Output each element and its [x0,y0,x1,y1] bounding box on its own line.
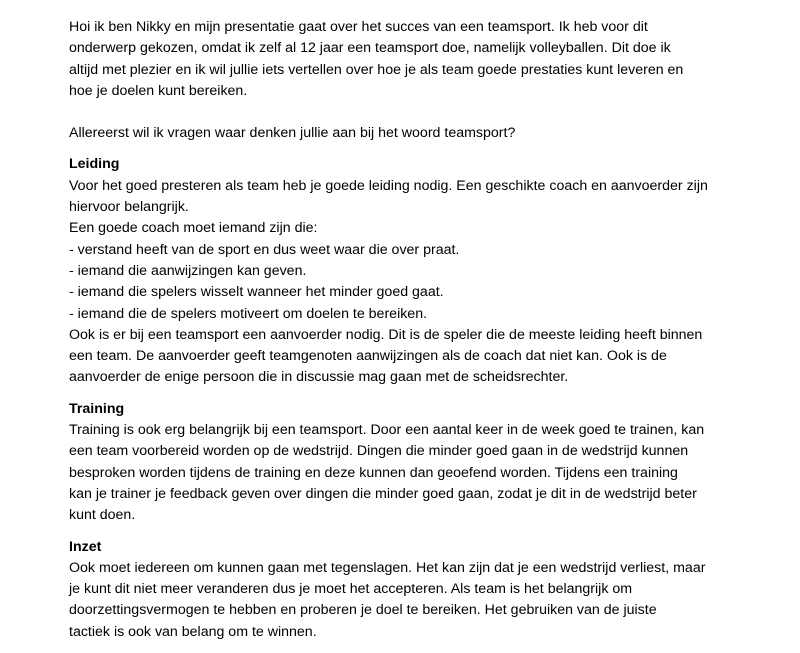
section-leiding [69,154,741,388]
text-line: Voor het goed presteren als team heb je goede leiding nodig. Een geschikte coach en aanvoerder zijn [69,177,708,194]
text-line: kan je trainer je feedback geven over dingen die minder goed gaan, zodat je dit in de wedstrijd beter [69,485,697,502]
text-line: Training is ook erg belangrijk bij een teamsport. Door een aantal keer in de week goed te trainen, kan [69,422,705,439]
text-line: een team. De aanvoerder geeft teamgenoten aanwijzingen als de coach dat niet kan. Ook is de [69,348,667,365]
text-line: je kunt dit niet meer veranderen dus je moet het accepteren. Als team is het belangrijk om [69,581,633,598]
intro-paragraph [69,17,741,102]
text-line: Ook is er bij een teamsport een aanvoerder nodig. Dit is de speler die de meeste leiding heeft binnen [69,326,703,343]
text-line: aanvoerder de enige persoon die in discussie mag gaan met de scheidsrechter. [69,369,569,386]
text-line: tactiek is ook van belang om te winnen. [69,623,317,640]
text-line: kunt doen. [69,507,136,524]
text-line: onderwerp gekozen, omdat ik zelf al 12 jaar een teamsport doe, namelijk volleyballen. Dit doe ik [69,40,671,57]
text-line: hiervoor belangrijk. [69,199,189,216]
text-line: doorzettingsvermogen te hebben en proberen je doel te bereiken. Het gebruiken van de juiste [69,602,657,619]
text-line: Ook moet iedereen om kunnen gaan met tegenslagen. Het kan zijn dat je een wedstrijd verliest, maar [69,559,706,576]
section-inzet [69,537,741,643]
document-body [69,17,741,643]
text-line: Een goede coach moet iemand zijn die: [69,220,318,237]
section-heading: Leiding [69,156,120,173]
text-line: een team voorbereid worden op de wedstrijd. Dingen die minder goed gaan in de wedstrijd kunnen [69,443,689,460]
text-line: besproken worden tijdens de training en deze kunnen dan geoefend worden. Tijdens een training [69,464,678,481]
question-paragraph: Allereerst wil ik vragen waar denken jullie aan bij het woord teamsport? [69,125,516,142]
list-item: - iemand die spelers wisselt wanneer het minder goed gaat. [69,284,444,301]
text-line: hoe je doelen kunt bereiken. [69,82,248,99]
section-heading: Training [69,400,125,417]
section-heading: Inzet [69,538,102,555]
text-line: altijd met plezier en ik wil jullie iets vertellen over hoe je als team goede prestaties kunt leveren en [69,61,684,78]
list-item: - verstand heeft van de sport en dus weet waar die over praat. [69,241,460,258]
section-training [69,399,741,527]
text-line: Hoi ik ben Nikky en mijn presentatie gaat over het succes van een teamsport. Ik heb voor dit [69,19,648,35]
list-item: - iemand die de spelers motiveert om doelen te bereiken. [69,305,428,322]
list-item: - iemand die aanwijzingen kan geven. [69,262,307,279]
